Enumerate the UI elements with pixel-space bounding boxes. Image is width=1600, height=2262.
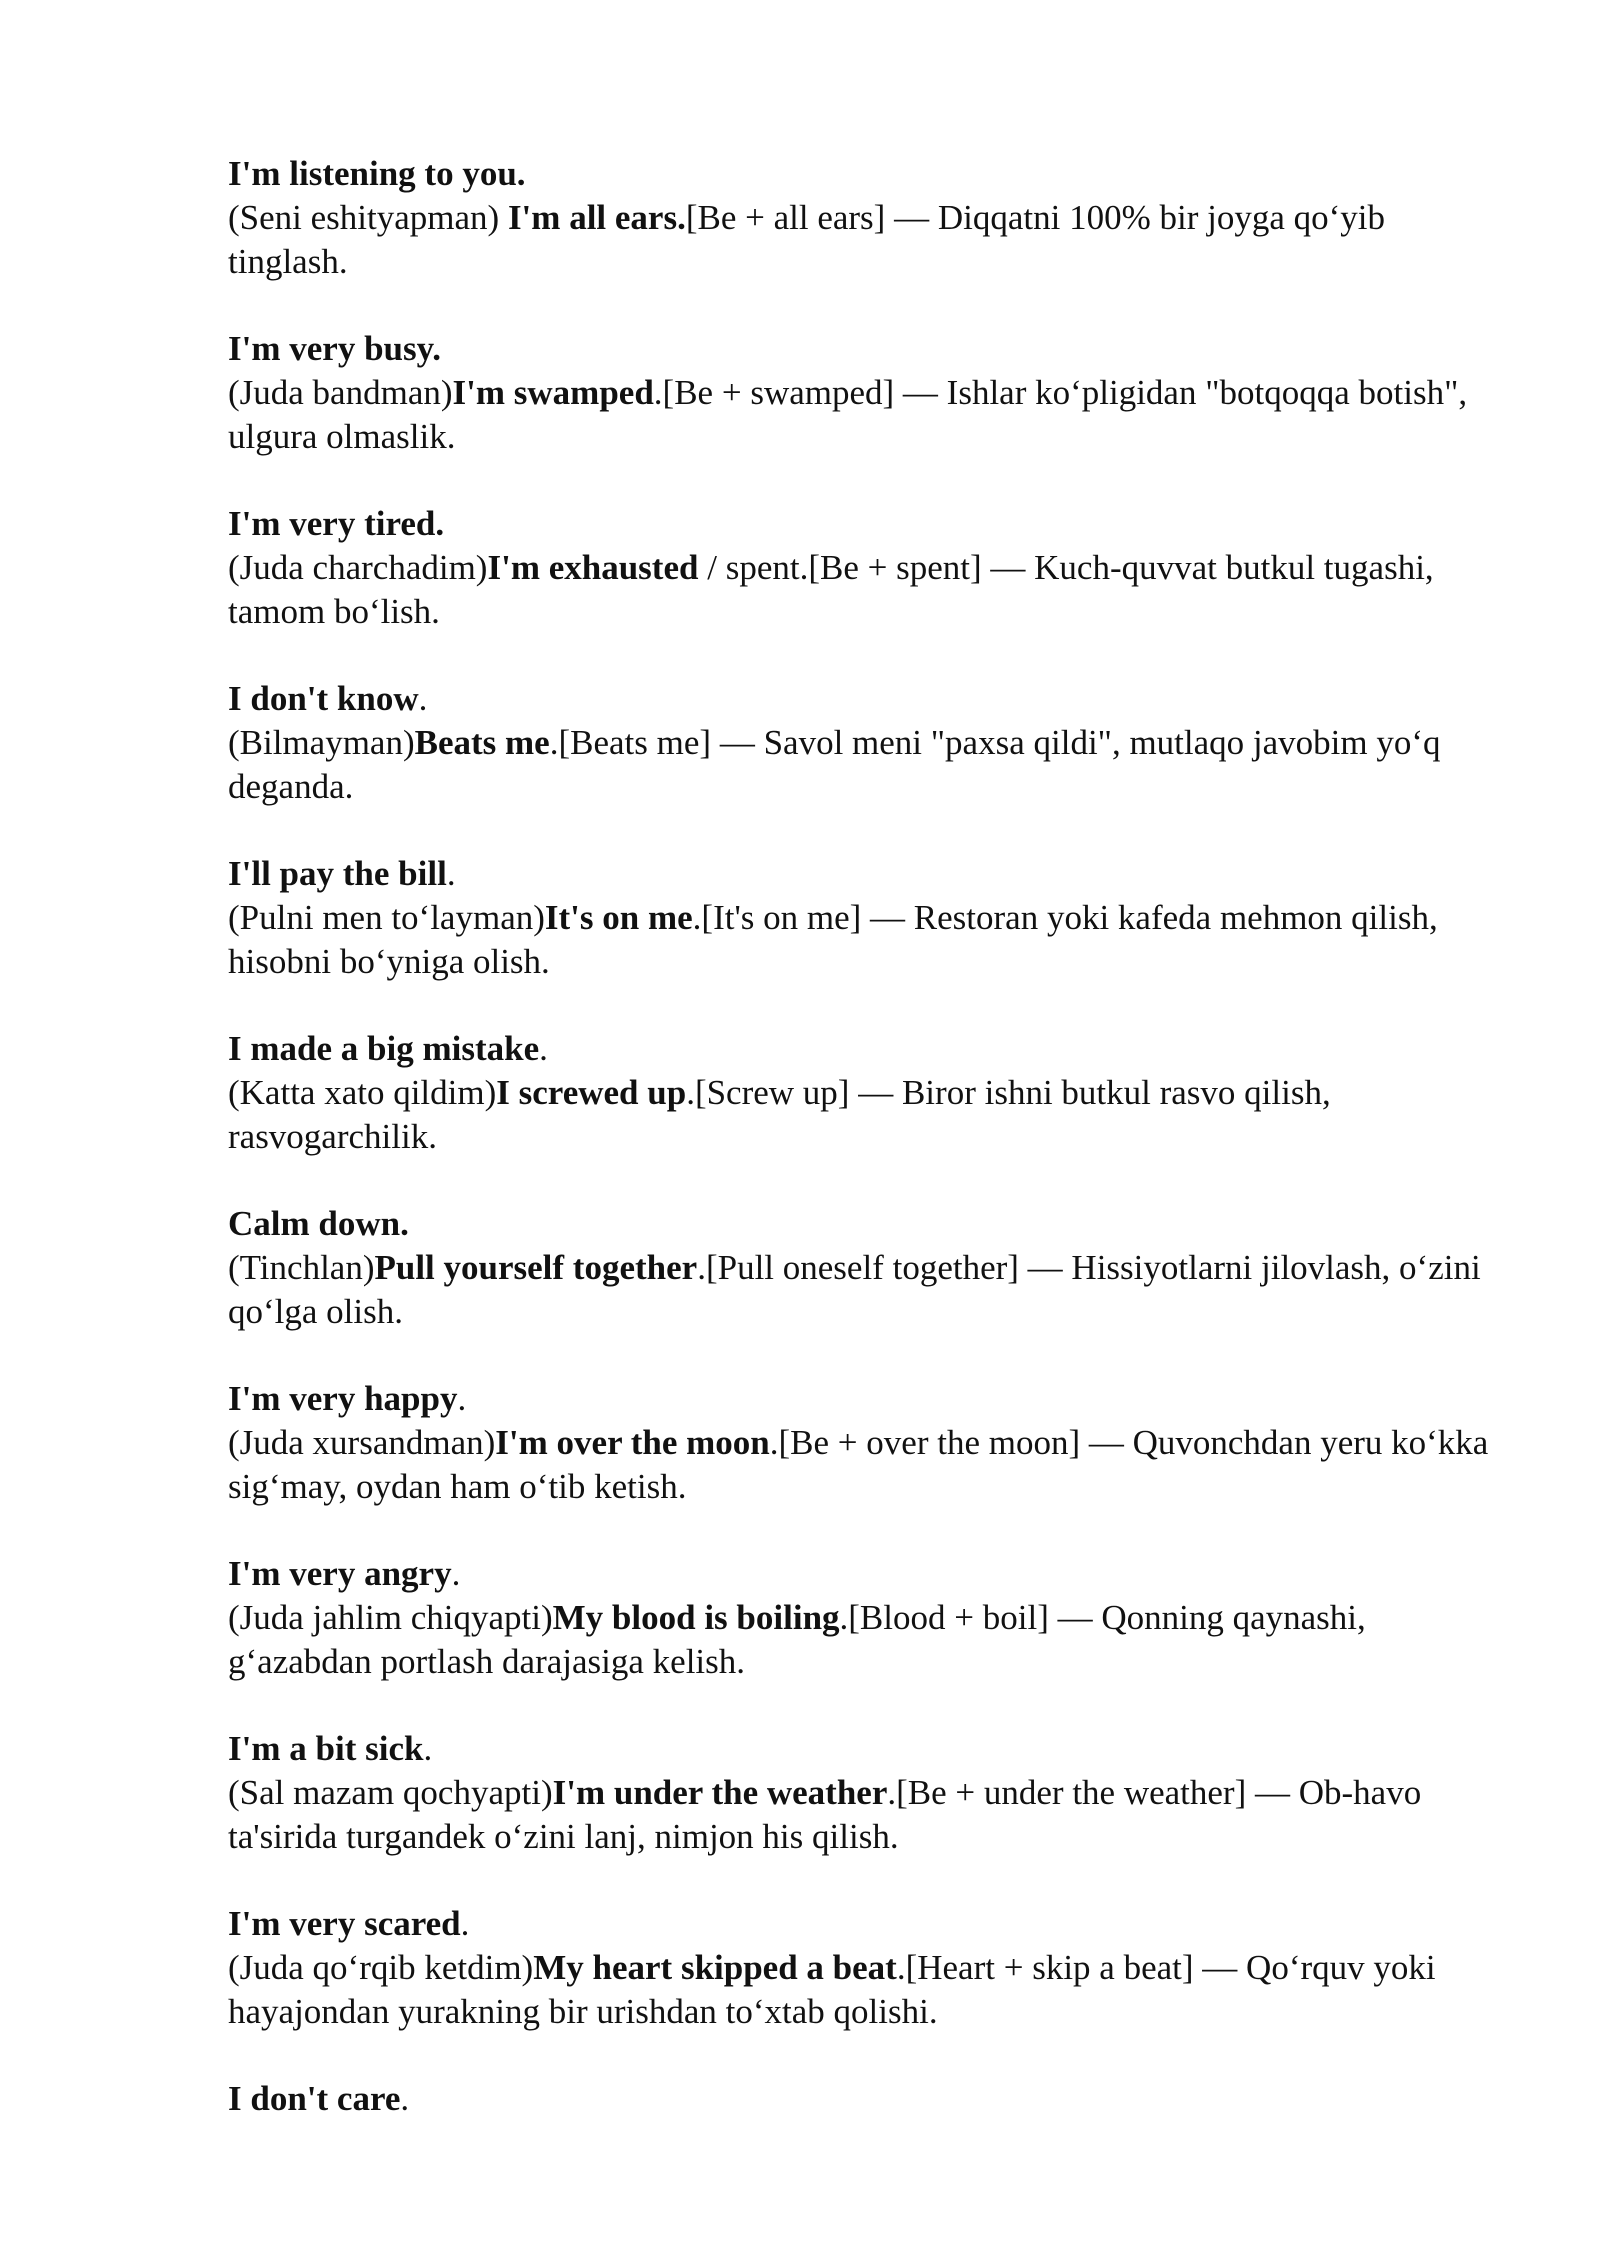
- idiom: Pull yourself together: [374, 1248, 698, 1287]
- document-page: [228, 152, 1508, 2164]
- phrase-heading: I'm very angry.: [228, 1554, 461, 1593]
- idiom-note: [Be + swamped] — Ishlar ko‘pligidan "botqoqqa botish", ulgura olmaslik.: [228, 373, 1468, 456]
- phrase-heading: I'm very tired.: [228, 504, 445, 543]
- idiom: I'm all ears.: [507, 198, 686, 237]
- idiom: Beats me: [414, 723, 550, 762]
- phrase-entry: [228, 1377, 1508, 1509]
- phrase-entry: [228, 502, 1508, 634]
- idiom: My heart skipped a beat: [533, 1948, 897, 1987]
- idiom: It's on me: [544, 898, 693, 937]
- uzbek-gloss: (Juda jahlim chiqyapti): [228, 1598, 553, 1637]
- phrase-explanation: (Juda qo‘rqib ketdim)My heart skipped a beat.[Heart + skip a beat] — Qo‘rquv yoki hayajondan yurakning bir urishdan to‘xtab qolishi.: [228, 1948, 1436, 2031]
- phrase-explanation: (Juda xursandman)I'm over the moon.[Be + over the moon] — Quvonchdan yeru ko‘kka sig‘may, oydan ham o‘tib ketish.: [228, 1423, 1489, 1506]
- phrase-heading: I don't know.: [228, 679, 428, 718]
- phrase-entry: [228, 1202, 1508, 1334]
- phrase-entry: [228, 677, 1508, 809]
- phrase-explanation: (Pulni men to‘layman)It's on me.[It's on me] — Restoran yoki kafeda mehmon qilish, hisobni bo‘yniga olish.: [228, 898, 1438, 981]
- uzbek-gloss: (Sal mazam qochyapti): [228, 1773, 553, 1812]
- uzbek-gloss: (Juda qo‘rqib ketdim): [228, 1948, 534, 1987]
- phrase-entry: [228, 152, 1508, 284]
- uzbek-gloss: (Seni eshityapman): [228, 198, 508, 237]
- phrase-heading: I'm very busy.: [228, 329, 441, 368]
- phrase-heading: Calm down.: [228, 1204, 409, 1243]
- phrase-explanation: (Sal mazam qochyapti)I'm under the weather.[Be + under the weather] — Ob-havo ta'sirida turgandek o‘zini lanj, nimjon his qilish.: [228, 1773, 1422, 1856]
- idiom-note: [Be + spent] — Kuch-quvvat butkul tugashi, tamom bo‘lish.: [228, 548, 1434, 631]
- phrase-entry: [228, 2077, 1508, 2121]
- idiom: I'm over the moon: [495, 1423, 770, 1462]
- idiom-note: [Be + all ears] — Diqqatni 100% bir joyga qo‘yib tinglash.: [228, 198, 1385, 281]
- uzbek-gloss: (Tinchlan): [228, 1248, 375, 1287]
- phrase-explanation: (Tinchlan)Pull yourself together.[Pull oneself together] — Hissiyotlarni jilovlash, o‘zini qo‘lga olish.: [228, 1248, 1481, 1331]
- idiom-note: [Blood + boil] — Qonning qaynashi, g‘azabdan portlash darajasiga kelish.: [228, 1598, 1366, 1681]
- phrase-heading: I'm listening to you.: [228, 154, 526, 193]
- uzbek-gloss: (Juda bandman): [228, 373, 453, 412]
- phrase-entry: [228, 852, 1508, 984]
- uzbek-gloss: (Pulni men to‘layman): [228, 898, 545, 937]
- phrase-heading: I made a big mistake.: [228, 1029, 548, 1068]
- phrase-entry: [228, 1727, 1508, 1859]
- idiom-note: [Pull oneself together] — Hissiyotlarni jilovlash, o‘zini qo‘lga olish.: [228, 1248, 1481, 1331]
- phrase-explanation: (Bilmayman)Beats me.[Beats me] — Savol meni "paxsa qildi", mutlaqo javobim yo‘q deganda.: [228, 723, 1441, 806]
- idiom: I screwed up: [496, 1073, 687, 1112]
- phrase-heading: I'm very scared.: [228, 1904, 470, 1943]
- idiom-note: [Be + under the weather] — Ob-havo ta'sirida turgandek o‘zini lanj, nimjon his qilish.: [228, 1773, 1422, 1856]
- phrase-explanation: (Juda charchadim)I'm exhausted / spent.[Be + spent] — Kuch-quvvat butkul tugashi, tamom bo‘lish.: [228, 548, 1434, 631]
- phrase-entry: [228, 327, 1508, 459]
- idiom: My blood is boiling: [552, 1598, 840, 1637]
- phrase-explanation: (Juda bandman)I'm swamped.[Be + swamped] — Ishlar ko‘pligidan "botqoqqa botish", ulgura olmaslik.: [228, 373, 1468, 456]
- uzbek-gloss: (Bilmayman): [228, 723, 415, 762]
- phrase-heading: I don't care.: [228, 2079, 410, 2118]
- phrase-entry: [228, 1902, 1508, 2034]
- phrase-heading: I'll pay the bill.: [228, 854, 456, 893]
- idiom-note: [Be + over the moon] — Quvonchdan yeru ko‘kka sig‘may, oydan ham o‘tib ketish.: [228, 1423, 1489, 1506]
- idiom: I'm under the weather: [552, 1773, 888, 1812]
- phrase-explanation: [228, 196, 1508, 284]
- phrase-heading: I'm a bit sick.: [228, 1729, 433, 1768]
- phrase-explanation: (Katta xato qildim)I screwed up.[Screw up] — Biror ishni butkul rasvo qilish, rasvogarchilik.: [228, 1073, 1331, 1156]
- idiom: I'm exhausted: [487, 548, 699, 587]
- idiom-note: [It's on me] — Restoran yoki kafeda mehmon qilish, hisobni bo‘yniga olish.: [228, 898, 1438, 981]
- phrase-explanation: (Juda jahlim chiqyapti)My blood is boiling.[Blood + boil] — Qonning qaynashi, g‘azabdan portlash darajasiga kelish.: [228, 1598, 1366, 1681]
- phrase-entry: [228, 1552, 1508, 1684]
- phrase-heading: I'm very happy.: [228, 1379, 467, 1418]
- uzbek-gloss: (Juda charchadim): [228, 548, 488, 587]
- uzbek-gloss: (Katta xato qildim): [228, 1073, 497, 1112]
- phrase-entry: [228, 1027, 1508, 1159]
- idiom-note: [Screw up] — Biror ishni butkul rasvo qilish, rasvogarchilik.: [228, 1073, 1331, 1156]
- idiom: I'm swamped: [452, 373, 654, 412]
- idiom-note: [Heart + skip a beat] — Qo‘rquv yoki hayajondan yurakning bir urishdan to‘xtab qolishi.: [228, 1948, 1436, 2031]
- idiom-note: [Beats me] — Savol meni "paxsa qildi", mutlaqo javobim yo‘q deganda.: [228, 723, 1441, 806]
- uzbek-gloss: (Juda xursandman): [228, 1423, 496, 1462]
